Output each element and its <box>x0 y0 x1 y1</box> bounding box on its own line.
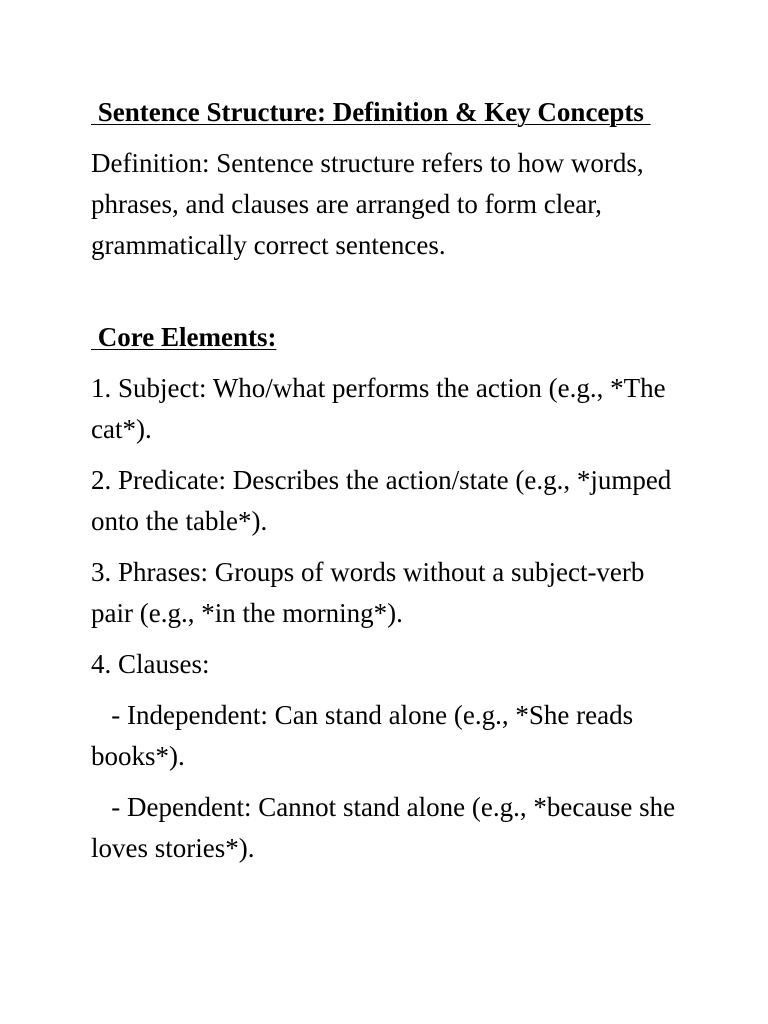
document-title: Sentence Structure: Definition & Key Concepts <box>91 97 651 127</box>
sub-item-dependent: - Dependent: Cannot stand alone (e.g., *because she loves stories*). <box>91 792 682 863</box>
list-item-phrases: 3. Phrases: Groups of words without a subject-verb pair (e.g., *in the morning*). <box>91 557 645 628</box>
spacer <box>91 358 691 368</box>
spacer <box>91 450 691 460</box>
definition-paragraph: Definition: Sentence structure refers to how words, phrases, and clauses are arranged to form clear, grammatically correct sentences. <box>91 148 644 260</box>
list-item-subject: 1. Subject: Who/what performs the action (e.g., *The cat*). <box>91 373 666 444</box>
sub-item-independent: - Independent: Can stand alone (e.g., *She reads books*). <box>91 700 640 771</box>
core-elements-heading: Core Elements: <box>91 322 277 352</box>
spacer <box>91 777 691 787</box>
spacer <box>91 542 691 552</box>
list-item-predicate: 2. Predicate: Describes the action/state (e.g., *jumped onto the table*). <box>91 465 672 536</box>
document-body <box>91 92 691 869</box>
spacer <box>91 133 691 143</box>
spacer <box>91 634 691 644</box>
spacer <box>91 685 691 695</box>
spacer <box>91 266 691 317</box>
list-item-clauses: 4. Clauses: <box>91 649 210 679</box>
